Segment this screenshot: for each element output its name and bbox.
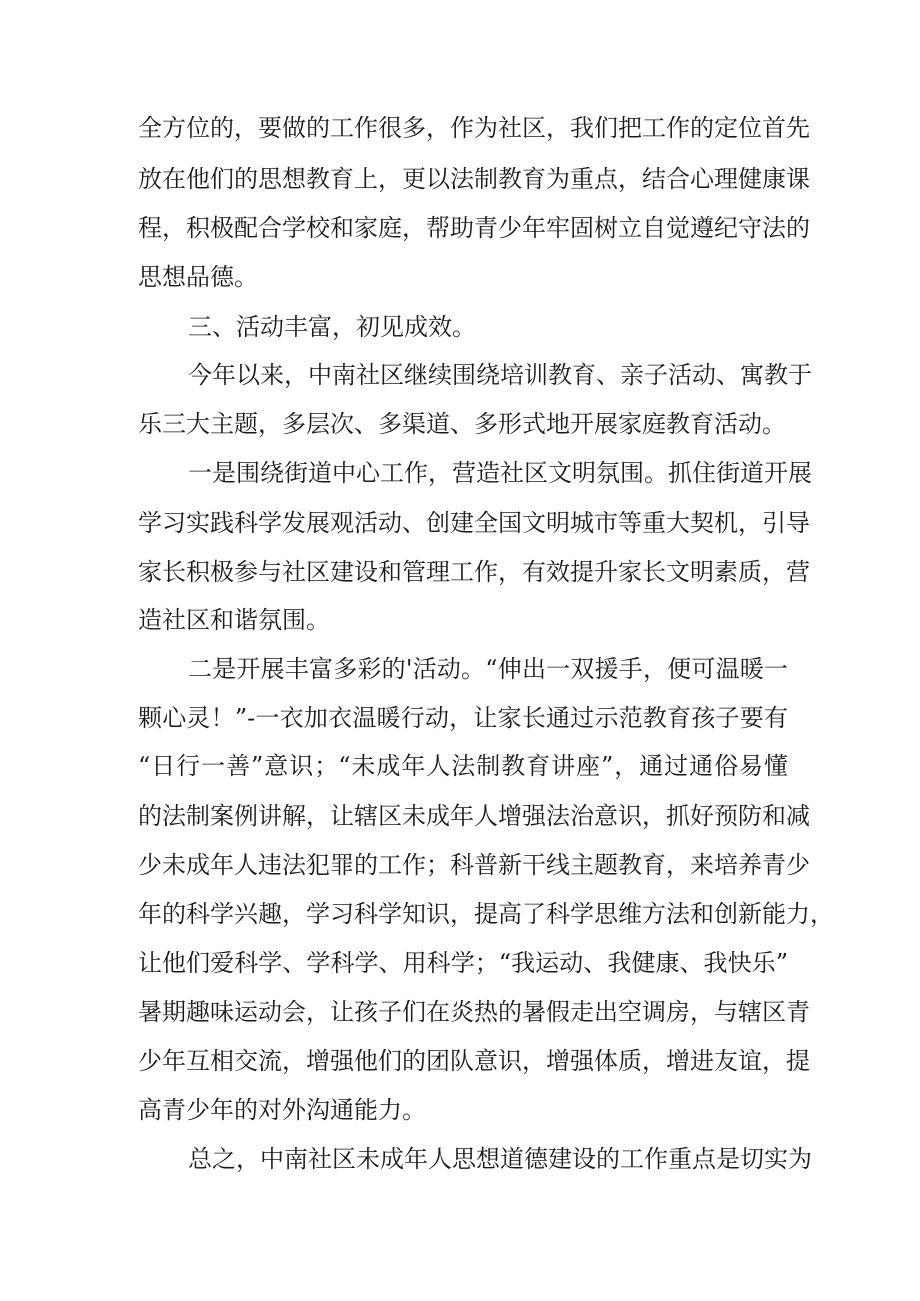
text-line: “日行一善”意识；“未成年人法制教育讲座”，通过通俗易懂 — [138, 752, 788, 780]
text-line: 少未成年人违法犯罪的工作；科普新干线主题教育，来培养青少 — [138, 851, 810, 879]
text-line: 乐三大主题，多层次、多渠道、多形式地开展家庭教育活动。 — [138, 410, 786, 438]
text-line: 造社区和谐氛围。 — [138, 606, 330, 634]
text-line: 今年以来，中南社区继续围绕培训教育、亲子活动、寓教于 — [188, 361, 812, 389]
section-heading: 三、活动丰富，初见成效。 — [188, 313, 476, 341]
text-line: 全方位的，要做的工作很多，作为社区，我们把工作的定位首先 — [138, 114, 810, 142]
text-line: 颗心灵！”-一衣加衣温暖行动，让家长通过示范教育孩子要有 — [138, 704, 788, 732]
text-line: 放在他们的思想教育上，更以法制教育为重点，结合心理健康课 — [138, 165, 810, 193]
text-line: 让他们爱科学、学科学、用科学；“我运动、我健康、我快乐” — [138, 949, 788, 977]
text-line: 二是开展丰富多彩的'活动。“伸出一双援手，便可温暖一 — [188, 655, 788, 683]
text-line: 家长积极参与社区建设和管理工作，有效提升家长文明素质，营 — [138, 558, 810, 586]
text-line: 高青少年的对外沟通能力。 — [138, 1096, 426, 1124]
text-line: 总之，中南社区未成年人思想道德建设的工作重点是切实为 — [188, 1145, 812, 1173]
text-line: 的法制案例讲解，让辖区未成年人增强法治意识，抓好预防和减 — [138, 802, 810, 830]
text-line: 年的科学兴趣，学习科学知识，提高了科学思维方法和创新能力， — [138, 900, 834, 928]
text-line: 思想品德。 — [138, 263, 258, 291]
text-line: 少年互相交流，增强他们的团队意识，增强体质，增进友谊，提 — [138, 1047, 810, 1075]
text-line: 学习实践科学发展观活动、创建全国文明城市等重大契机，引导 — [138, 509, 810, 537]
text-line: 程，积极配合学校和家庭，帮助青少年牢固树立自觉遵纪守法的 — [138, 214, 810, 242]
text-line: 暑期趣味运动会，让孩子们在炎热的暑假走出空调房，与辖区青 — [138, 998, 810, 1026]
text-line: 一是围绕街道中心工作，营造社区文明氛围。抓住街道开展 — [188, 459, 812, 487]
